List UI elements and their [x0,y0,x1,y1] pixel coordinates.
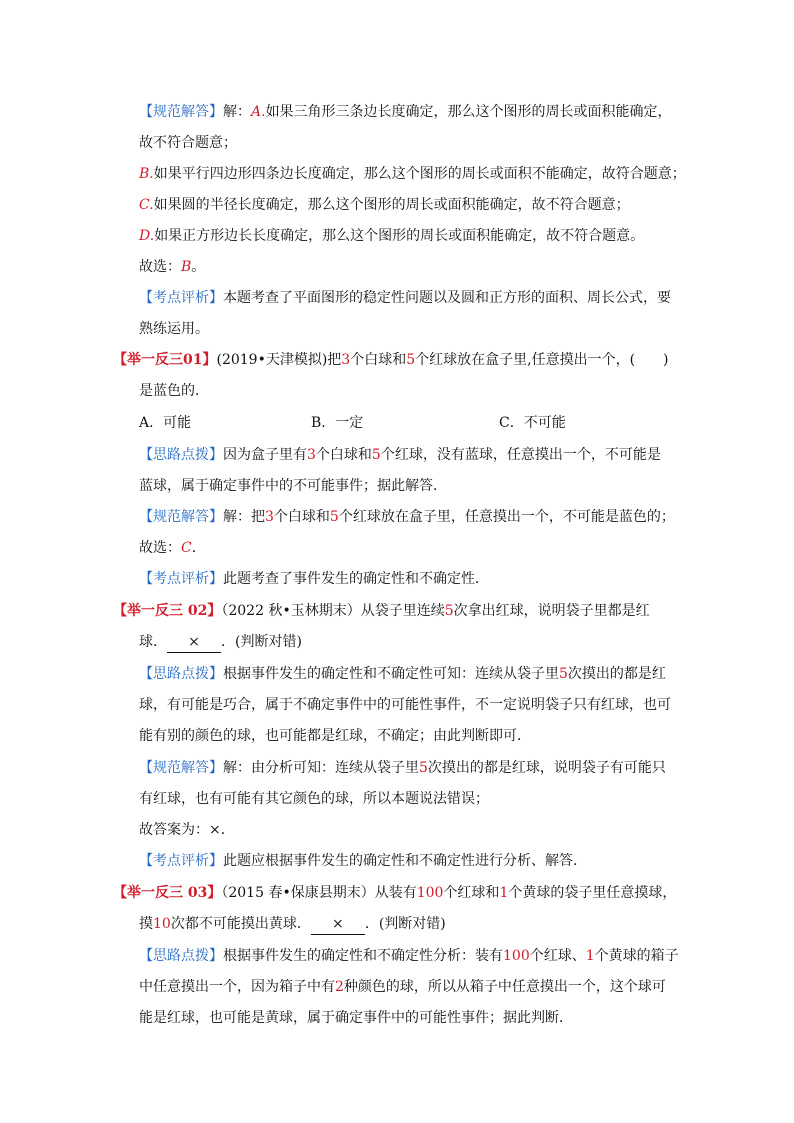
comment-tag: 【考点评析】 [139,853,223,869]
question-options [139,413,566,433]
hint-line: 【思路点拨】根据事件发生的确定性和不确定性分析：装有100个红球、1个黄球的箱子 [139,948,679,964]
hint-tag: 【思路点拨】 [139,666,223,682]
hint-line: 球，有可能是巧合，属于不确定事件中的可能性事件，不一定说明袋子只有红球，也可 [139,697,671,713]
comment-tag: 【考点评析】 [139,290,223,306]
answer-blank: × [167,632,221,653]
answer-line: 【规范解答】解：由分析可知：连续从袋子里5次摸出的都是红球，说明袋子有可能只 [139,760,666,776]
comment-tag: 【考点评析】 [139,571,223,587]
answer-tag: 【规范解答】 [139,509,223,525]
question-tag: 【举一反三01】 [113,352,217,368]
hint-tag: 【思路点拨】 [139,948,223,964]
comment-line: 熟练运用。 [139,321,209,337]
comment-line: 【考点评析】此题应根据事件发生的确定性和不确定性进行分析、解答． [139,853,587,869]
question-tag: 【举一反三 02】 [113,603,222,619]
option-a: A．可能 [139,415,192,431]
question-01: 【举一反三01】(2019•天津模拟)把3个白球和5个红球放在盒子里,任意摸出一个，( ) [113,352,669,368]
answer-line: 【规范解答】解：A.如果三角形三条边长度确定，那么这个图形的周长或面积能确定， [139,104,672,120]
comment-line: 【考点评析】本题考查了平面图形的稳定性问题以及圆和正方形的面积、周长公式，要 [139,290,671,306]
question-line: 是蓝色的． [139,383,209,399]
answer-line: B.如果平行四边形四条边长度确定，那么这个图形的周长或面积不能确定，故符合题意； [139,166,686,182]
hint-tag: 【思路点拨】 [139,447,223,463]
answer-line: 故答案为：×． [139,822,235,838]
hint-line: 中任意摸出一个，因为箱子中有2种颜色的球，所以从箱子中任意摸出一个，这个球可 [139,979,666,995]
answer-tag: 【规范解答】 [139,104,223,120]
answer-line: D.如果正方形边长长度确定，那么这个图形的周长或面积能确定，故不符合题意。 [139,228,645,244]
hint-line: 能是红球，也可能是黄球，属于确定事件中的可能性事件；据此判断． [139,1010,573,1026]
answer-blank: × [311,914,365,935]
answer-tag: 【规范解答】 [139,760,223,776]
option-b: B．一定 [311,415,364,431]
hint-line: 能有别的颜色的球，也可能都是红球，不确定；由此判断即可． [139,728,531,744]
answer-line: 故不符合题意； [139,135,237,151]
question-line: 球． × ．(判断对错) [139,632,302,653]
hint-line: 蓝球，属于确定事件中的不可能事件；据此解答． [139,478,447,494]
option-c: C．不可能 [499,415,566,431]
question-03: 【举一反三 03】（2015 春•保康县期末）从装有100个红球和1个黄球的袋子里任意摸球， [113,885,677,901]
hint-line: 【思路点拨】根据事件发生的确定性和不确定性可知：连续从袋子里5次摸出的都是红 [139,666,666,682]
answer-line: C.如果圆的半径长度确定，那么这个图形的周长或面积能确定，故不符合题意； [139,197,630,213]
hint-line: 【思路点拨】因为盒子里有3个白球和5个红球，没有蓝球，任意摸出一个，不可能是 [139,447,661,463]
answer-line: 有红球，也有可能有其它颜色的球，所以本题说法错误； [139,791,489,807]
answer-line: 【规范解答】解：把3个白球和5个红球放在盒子里，任意摸出一个，不可能是蓝色的； [139,509,675,525]
answer-choice: 故选：B。 [139,259,206,275]
question-02: 【举一反三 02】（2022 秋•玉林期末）从袋子里连续5次拿出红球，说明袋子里都是红 [113,603,650,619]
question-tag: 【举一反三 03】 [113,885,222,901]
answer-choice: 故选：C． [139,540,206,556]
comment-line: 【考点评析】此题考查了事件发生的确定性和不确定性． [139,571,489,587]
question-line: 摸10次都不可能摸出黄球． × ．(判断对错) [139,914,446,935]
